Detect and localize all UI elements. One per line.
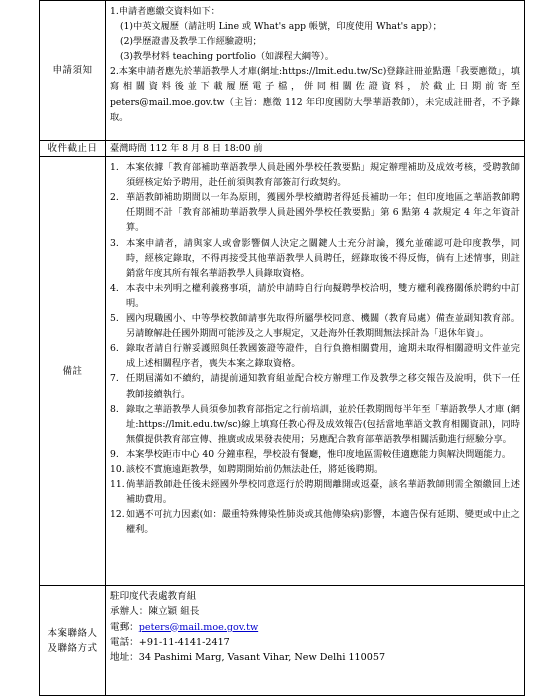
contact-address: 地址：34 Pashimi Marg, Vasant Vihar, New Delhi 110057 (110, 651, 386, 663)
contact-email-label: 電郵： (110, 621, 139, 633)
contact-handler: 承辦人：陳立穎 組長 (110, 606, 200, 618)
deadline-label: 收件截止日 (40, 141, 106, 157)
remarks-label: 備註 (40, 157, 106, 586)
remark-item: 7. 任期屆滿如不續約，請提前通知教育組並配合校方辦理工作及教學之移交報告及說明，供下一任教師接續執行。 (110, 373, 520, 400)
notice-item-1: (1)中英文履歷（請註明 Line 或 What's app 帳號，印度使用 What's app）； (120, 21, 442, 33)
notice-intro: 1.申請者應繳交資料如下： (110, 6, 220, 17)
contact-office: 駐印度代表處教育組 (110, 591, 197, 603)
notice-item-2: (2)學歷證書及教學工作經驗證明； (120, 36, 262, 48)
contact-content (106, 586, 525, 696)
application-notice-label: 申請須知 (40, 1, 106, 141)
contact-phone: 電話：+91-11-4141-2417 (110, 636, 230, 648)
contact-label-line-1: 本案聯絡人 (47, 627, 98, 639)
contact-label-line-2: 及聯絡方式 (47, 642, 98, 654)
remark-item: 8. 錄取之華語教學人員須參加教育部指定之行前培訓，並於任教期間每半年至「華語教學人才庫 (網址:https://lmit.edu.tw/sc)線上填寫任教心得及成效報告(包括當地華語文教育相關資訊)，同時無償提供教育部宣傳、推廣或成果發表使用；另應配合教育部華語教學相關活動進行經驗分享。 (110, 403, 520, 445)
remark-item: 4. 本表中未列明之權利義務事項，請於申請時自行向擬聘學校洽明，雙方權利義務關係於聘約中訂明。 (110, 282, 520, 309)
remark-item: 10. 該校不實施遠距教學，如聘期開始前仍無法赴任，將延後聘期。 (110, 463, 384, 475)
remarks-content (106, 157, 525, 586)
contact-email-line (110, 620, 520, 635)
application-notice-row (40, 1, 525, 141)
deadline-row (40, 141, 525, 157)
contact-label (40, 586, 106, 696)
remarks-row (40, 157, 525, 586)
notice-registration: 2.本案申請者應先於華語教學人才庫(網址:https://lmit.edu.tw/Sc)登錄註冊並點選「我要應徵」，填寫相關資料後並下載履歷電子檔，併同相關佐證資料，於截止日期前寄至 peters@mail.moe.gov.tw（主旨：應徵 112 年印度國防大學華語教師），未完成註冊者，不予錄取。 (110, 66, 520, 123)
contact-row (40, 586, 525, 696)
remark-item: 2. 華語教師補助期間以一年為原則，獲國外學校續聘者得延長補助一年；但印度地區之華語教師聘任期間不計「教育部補助華語教學人員赴國外學校任教要點」第 6 點第 4 款規定 4 年之年資計算。 (110, 192, 520, 234)
application-notice-content (106, 1, 525, 141)
remark-item: 5. 國內現職國小、中等學校教師請事先取得所屬學校同意、機關（教育局處）備查並副知教育部。另請瞭解赴任國外期間可能涉及之人事規定，又赴海外任教期間無法採計為「退休年資」。 (110, 313, 520, 340)
remark-item: 12. 如遇不可抗力因素(如：嚴重特殊傳染性肺炎或其他傳染病)影響，本適告保有延期、變更或中止之權利。 (110, 509, 520, 536)
remark-item: 9. 本案學校距市中心 40 分鐘車程，學校設有餐廳，惟印度地區需較佳適應能力與解決問題能力。 (110, 448, 512, 460)
contact-email-link[interactable]: peters@mail.moe.gov.tw (138, 621, 259, 633)
remark-item: 6. 錄取者請自行辦妥護照與任教國簽證等證件，自行負擔相關費用，逾期未取得相關證明文件並完成上述相關程序者，喪失本案之錄取資格。 (110, 343, 520, 370)
announcement-table (39, 0, 525, 696)
deadline-value: 臺灣時間 112 年 8 月 8 日 18:00 前 (106, 141, 525, 157)
remark-item: 3. 本案申請者，請與家人或會影響個人決定之關鍵人士充分討論，獲允並確認可赴印度教學，同時，經核定錄取，不得再接受其他華語教學人員聘任，經錄取後不得反悔，倘有上述情事，則註銷當年度其所有報名華語教學人員錄取資格。 (110, 237, 520, 279)
notice-item-3: (3)教學材料 teaching portfolio（如課程大綱等）。 (120, 51, 334, 63)
remark-item: 1. 本案依據「教育部補助華語教學人員赴國外學校任教要點」規定辦理補助及成效考核，受聘教師須經核定始予聘用，赴任前須與教育部簽訂行政契約。 (110, 162, 520, 189)
remark-item: 11. 倘華語教師赴任後未經國外學校同意逕行於聘期間離開或返臺，該名華語教師則需全額繳回上述補助費用。 (110, 479, 520, 506)
